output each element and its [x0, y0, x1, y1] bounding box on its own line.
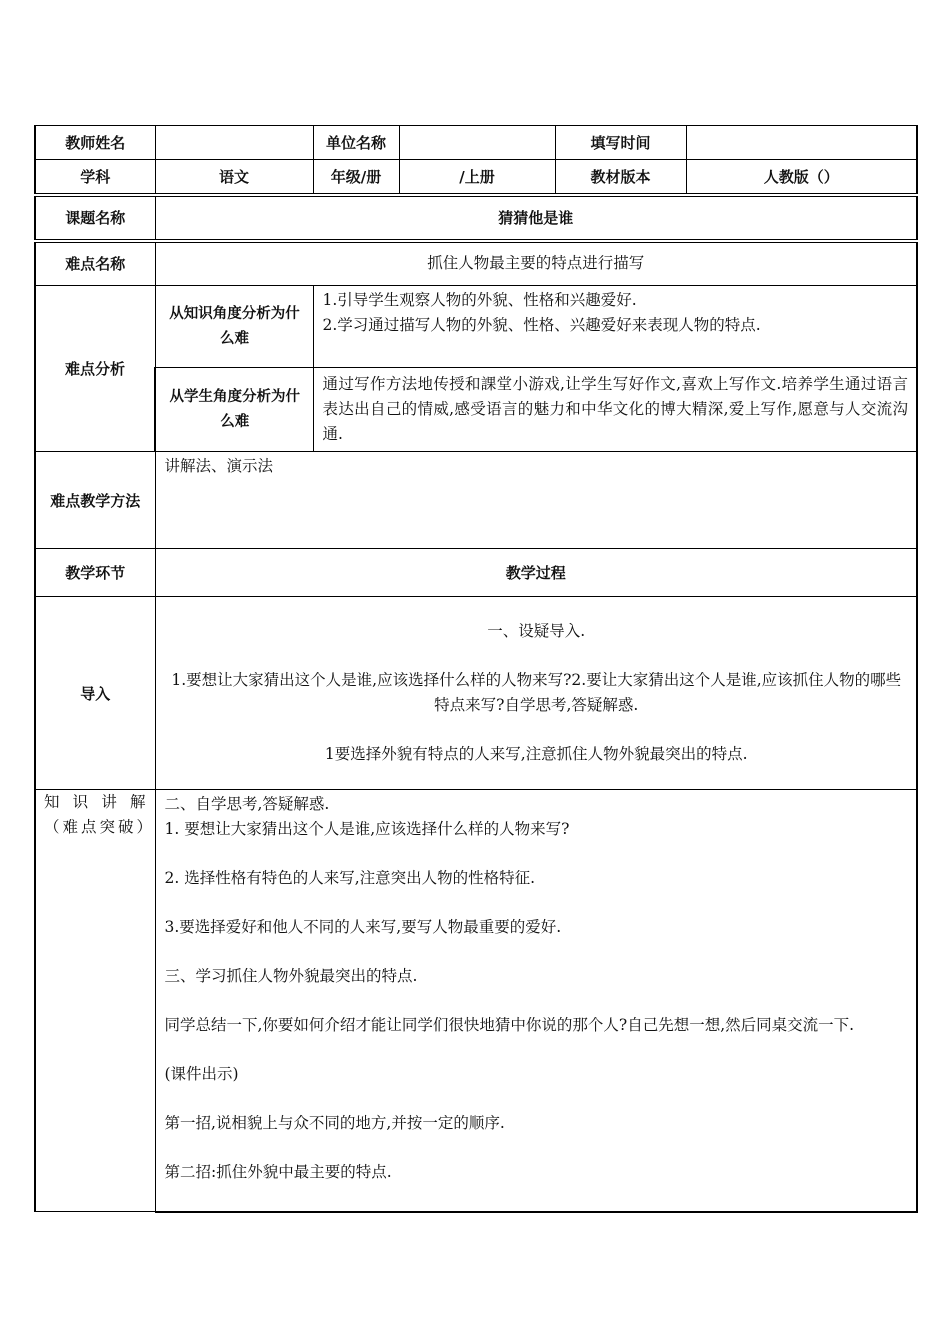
edition-label: 教材版本 — [555, 160, 686, 195]
method-row — [35, 452, 917, 549]
knowledge-tip1: 第一招,说相貌上与众不同的地方,并按一定的顺序. — [164, 1114, 505, 1132]
intro-answer: 1要选择外貌有特点的人来写,注意抓住人物外貌最突出的特点. — [324, 745, 748, 763]
difficulty-label: 难点名称 — [35, 241, 155, 286]
knowledge-line-2: 2.学习通过描写人物的外貌、性格、兴趣爱好来表现人物的特点. — [322, 316, 761, 334]
knowledge-section3: 三、学习抓住人物外貌最突出的特点. — [164, 967, 418, 985]
process-header-row — [35, 549, 917, 597]
lesson-plan-sheet — [34, 125, 916, 1213]
student-angle-text: 通过写作方法地传授和課堂小游戏,让学生写好作文,喜欢上写作文.培养学生通过语言表达出自己的情威,感受语言的魅力和中华文化的博大精深,爱上写作,愿意与人交流沟通. — [313, 368, 917, 452]
grade-label: 年级/册 — [313, 160, 399, 195]
knowledge-label: 知识讲解（难点突破） — [35, 790, 155, 1212]
intro-label: 导入 — [35, 597, 155, 790]
analysis-student-row — [35, 368, 917, 452]
analysis-knowledge-row — [35, 286, 917, 368]
intro-row — [35, 597, 917, 790]
grade-value: /上册 — [399, 160, 555, 195]
method-value: 讲解法、演示法 — [155, 452, 917, 549]
header-row-2 — [35, 160, 917, 195]
teacher-name-label: 教师姓名 — [35, 126, 155, 160]
unit-name-label: 单位名称 — [313, 126, 399, 160]
knowledge-q1: 1. 要想让大家猜出这个人是谁,应该选择什么样的人物来写? — [164, 820, 570, 838]
teacher-name-value — [155, 126, 313, 160]
lesson-plan-table — [34, 125, 918, 1213]
student-angle-label: 从学生角度分析为什么难 — [155, 368, 313, 452]
intro-heading: 一、设疑导入. — [487, 622, 586, 640]
subject-label: 学科 — [35, 160, 155, 195]
unit-name-value — [399, 126, 555, 160]
knowledge-p2: 2. 选择性格有特色的人来写,注意突出人物的性格特征. — [164, 869, 536, 887]
topic-value: 猜猜他是谁 — [155, 195, 917, 241]
analysis-label: 难点分析 — [35, 286, 155, 452]
difficulty-value: 抓住人物最主要的特点进行描写 — [155, 241, 917, 286]
knowledge-angle-label: 从知识角度分析为什么难 — [155, 286, 313, 368]
fill-time-value — [686, 126, 917, 160]
knowledge-angle-text — [313, 286, 917, 368]
method-label: 难点教学方法 — [35, 452, 155, 549]
knowledge-tip2: 第二招:抓住外貌中最主要的特点. — [164, 1163, 392, 1181]
topic-label: 课题名称 — [35, 195, 155, 241]
knowledge-content — [155, 790, 917, 1212]
topic-row — [35, 195, 917, 241]
knowledge-row — [35, 790, 917, 1212]
header-row-1 — [35, 126, 917, 160]
difficulty-row — [35, 241, 917, 286]
knowledge-summary: 同学总结一下,你要如何介绍才能让同学们很快地猜中你说的那个人?自己先想一想,然后同桌交流一下. — [164, 1016, 855, 1034]
intro-content — [155, 597, 917, 790]
process-header: 教学过程 — [155, 549, 917, 597]
knowledge-courseware: (课件出示) — [164, 1065, 239, 1083]
knowledge-p3: 3.要选择爱好和他人不同的人来写,要写人物最重要的爱好. — [164, 918, 562, 936]
knowledge-line-1: 1.引导学生观察人物的外貌、性格和兴趣爱好. — [322, 291, 637, 309]
subject-value: 语文 — [155, 160, 313, 195]
edition-value: 人教版（） — [686, 160, 917, 195]
intro-question: 1.要想让大家猜出这个人是谁,应该选择什么样的人物来写?2.要让大家猜出这个人是谁,应该抓住人物的哪些特点来写?自学思考,答疑解惑. — [171, 671, 902, 714]
knowledge-heading: 二、自学思考,答疑解惑. — [164, 795, 330, 813]
fill-time-label: 填写时间 — [555, 126, 686, 160]
stage-header: 教学环节 — [35, 549, 155, 597]
